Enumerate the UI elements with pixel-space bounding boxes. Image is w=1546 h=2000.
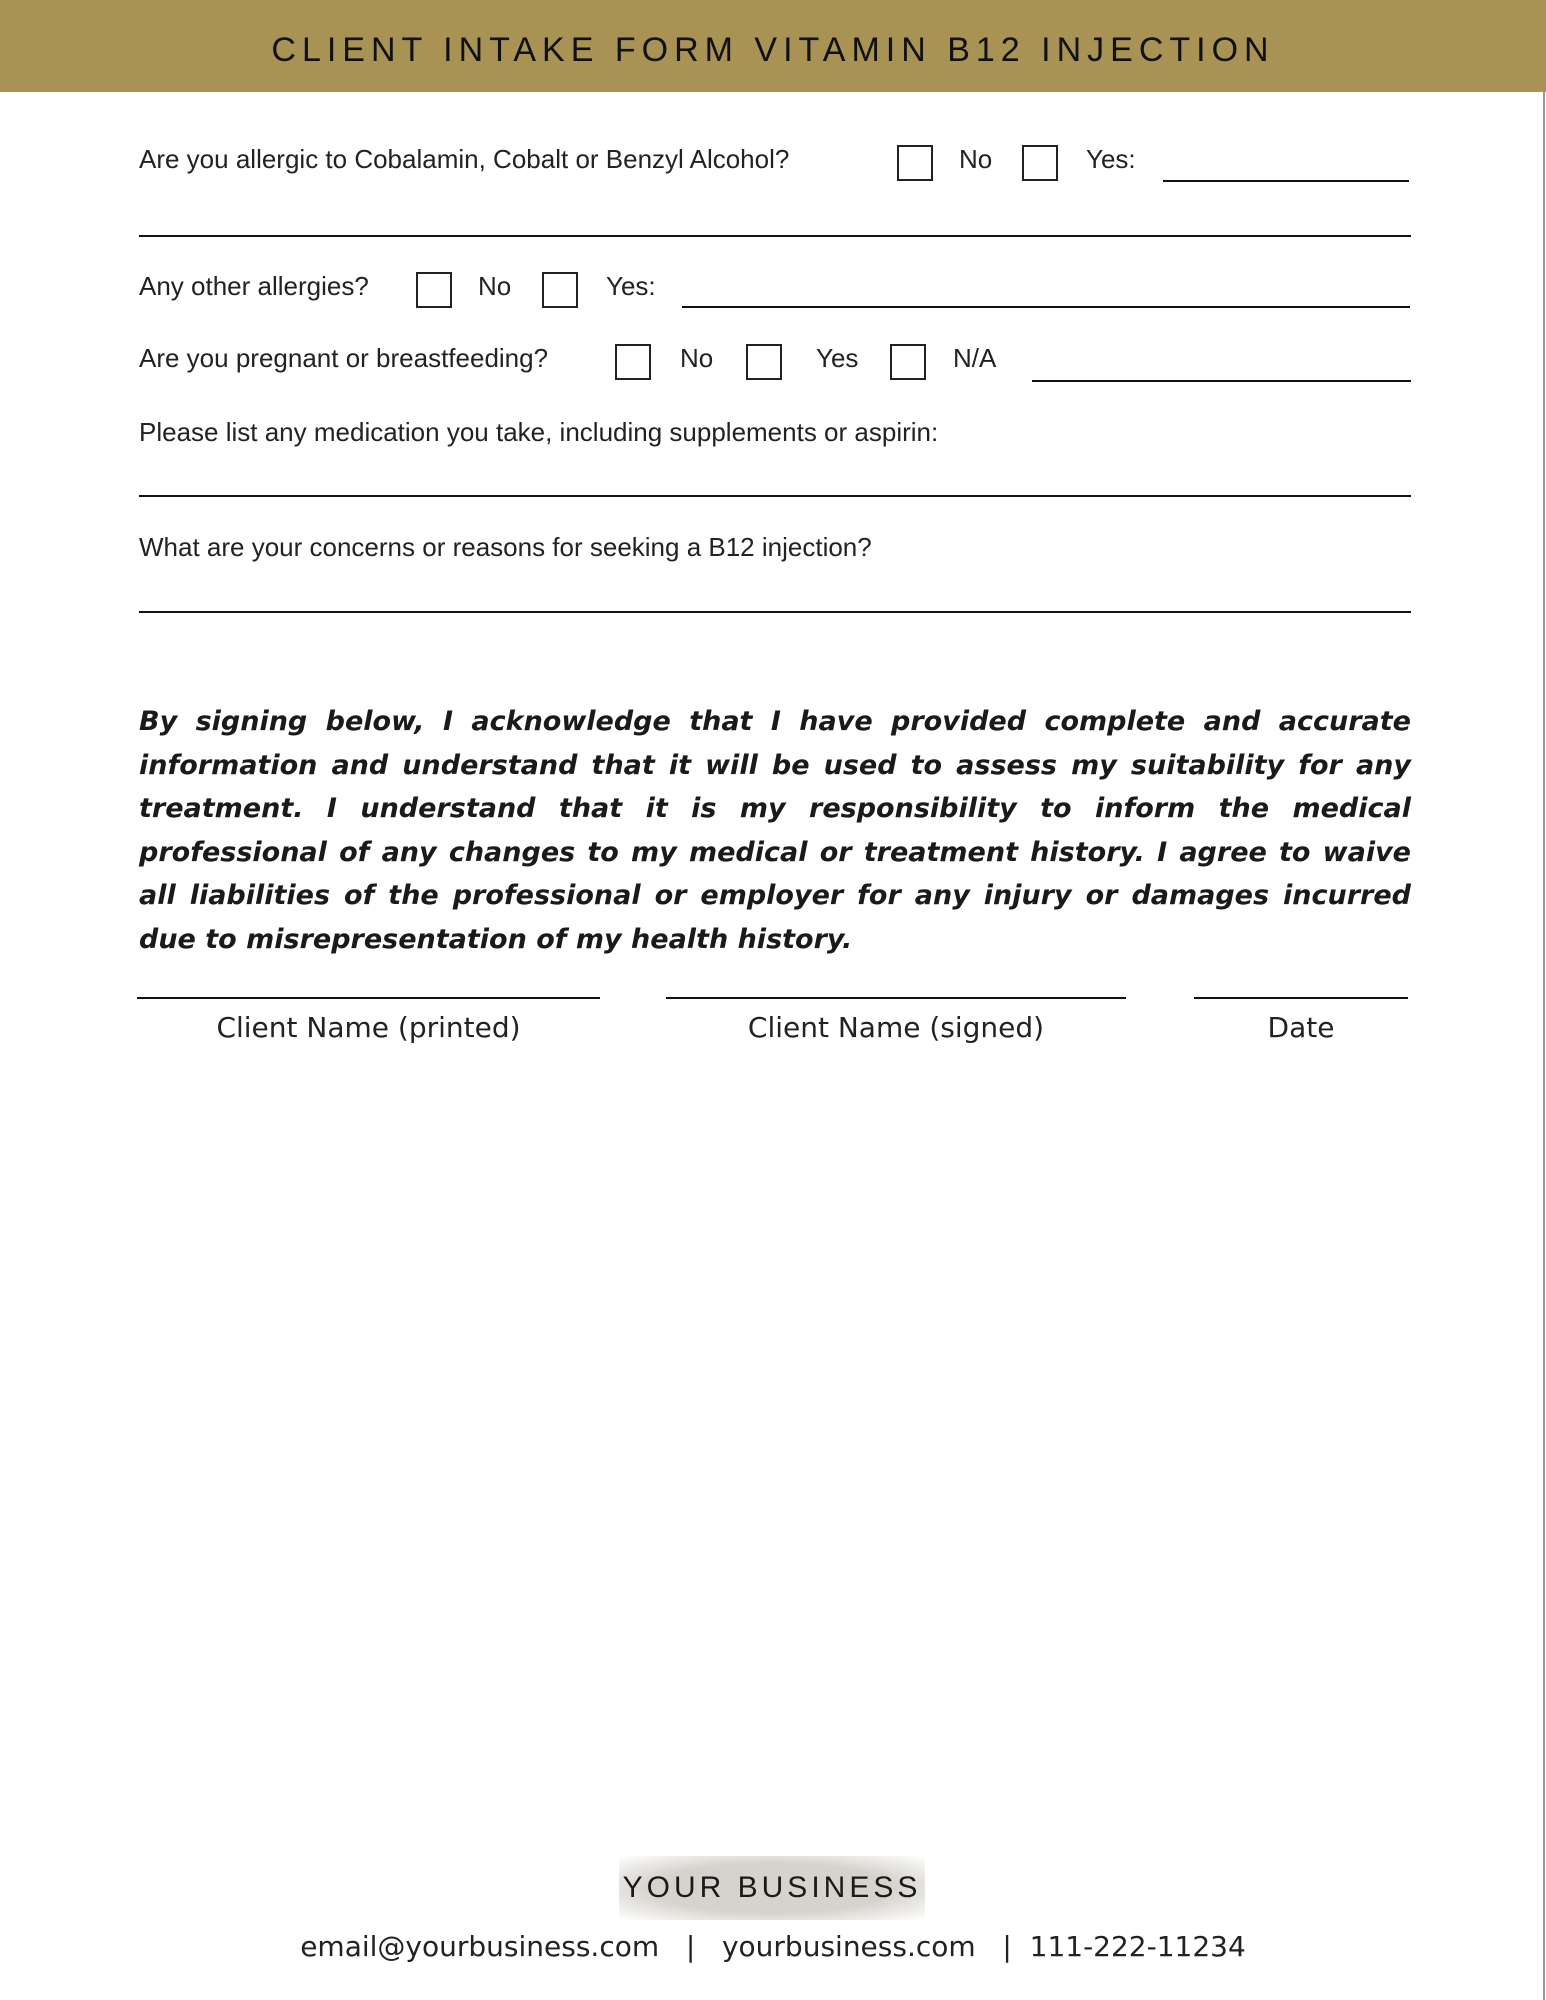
- date-label: Date: [1267, 1011, 1335, 1044]
- separator: |: [685, 1930, 696, 1963]
- q2-no-checkbox[interactable]: [416, 272, 452, 308]
- q1-yes-field[interactable]: [1163, 180, 1409, 182]
- q4-label: Please list any medication you take, including supplements or aspirin:: [139, 417, 939, 447]
- q3-yes-checkbox[interactable]: [746, 344, 782, 380]
- q3-no-label: No: [680, 343, 714, 373]
- client-name-signed-label: Client Name (signed): [747, 1011, 1045, 1044]
- q2-label: Any other allergies?: [139, 271, 369, 301]
- q5-field[interactable]: [139, 611, 1411, 613]
- date-field[interactable]: [1194, 997, 1408, 999]
- q3-field[interactable]: [1032, 380, 1411, 382]
- q2-yes-label: Yes:: [606, 271, 656, 301]
- client-name-printed-field[interactable]: [137, 997, 600, 999]
- form-title: CLIENT INTAKE FORM VITAMIN B12 INJECTION: [271, 31, 1275, 69]
- q1-no-checkbox[interactable]: [897, 145, 933, 181]
- client-name-signed-field[interactable]: [666, 997, 1126, 999]
- q3-label: Are you pregnant or breastfeeding?: [139, 343, 549, 373]
- q2-no-label: No: [478, 271, 512, 301]
- q3-no-checkbox[interactable]: [615, 344, 651, 380]
- q3-na-checkbox[interactable]: [890, 344, 926, 380]
- q1-no-label: No: [959, 144, 993, 174]
- client-name-printed-label: Client Name (printed): [216, 1011, 521, 1044]
- separator: |: [1002, 1930, 1012, 1963]
- q3-yes-label: Yes: [816, 343, 859, 373]
- q3-na-label: N/A: [953, 343, 997, 373]
- q2-yes-checkbox[interactable]: [542, 272, 578, 308]
- footer-website[interactable]: yourbusiness.com: [721, 1930, 976, 1963]
- footer-phone: 111-222-11234: [1029, 1930, 1246, 1963]
- q1-extra-field[interactable]: [139, 235, 1411, 237]
- q1-yes-checkbox[interactable]: [1022, 145, 1058, 181]
- q4-field[interactable]: [139, 495, 1411, 497]
- q2-yes-field[interactable]: [682, 306, 1410, 308]
- acknowledgement-text: By signing below, I acknowledge that I have provided complete and accurate information and understand that it will be used to assess my suitability for any treatment. I understand that it is my responsibility to inform the medical professional of any changes to my medical or treatment history. I agree to waive all liabilities of the professional or employer for any injury or damages incurred due to misrepresentation of my health history.: [139, 706, 1411, 955]
- page-edge: [1543, 92, 1545, 2000]
- q1-yes-label: Yes:: [1086, 144, 1136, 174]
- business-name: YOUR BUSINESS: [622, 1871, 922, 1904]
- q5-label: What are your concerns or reasons for seeking a B12 injection?: [139, 532, 872, 562]
- contact-line: [0, 1930, 1546, 1963]
- footer-email[interactable]: email@yourbusiness.com: [300, 1930, 660, 1963]
- q1-label: Are you allergic to Cobalamin, Cobalt or Benzyl Alcohol?: [139, 144, 790, 174]
